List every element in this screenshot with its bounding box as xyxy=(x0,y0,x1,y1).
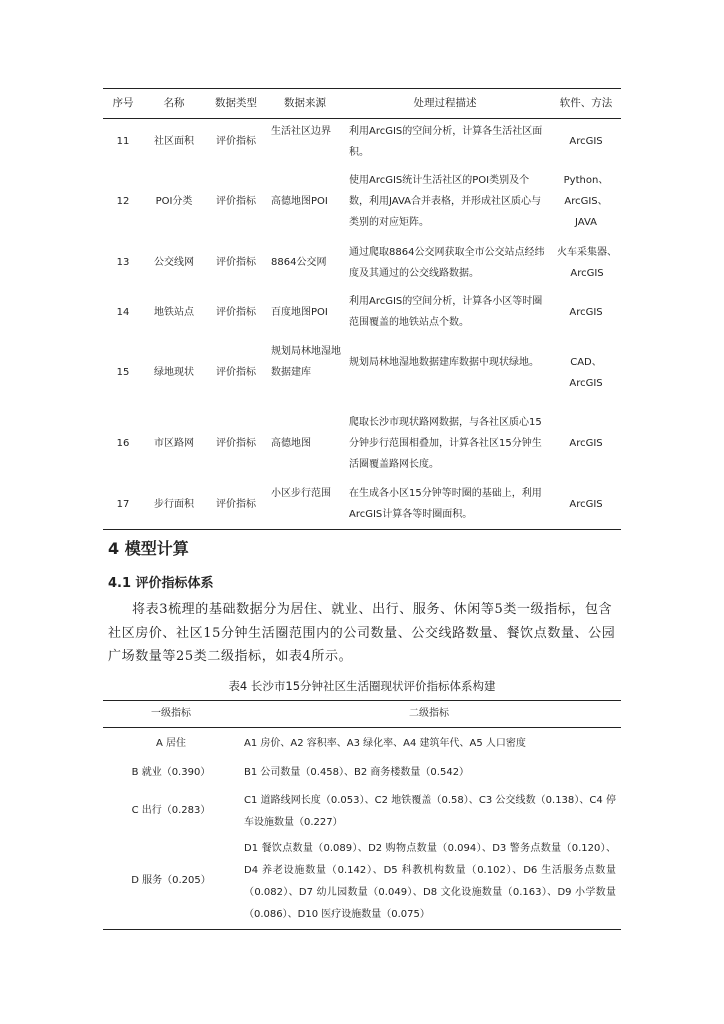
table4-bottom-rule xyxy=(103,929,621,930)
header-type: 数据类型 xyxy=(215,97,257,109)
table4-header-rule xyxy=(103,727,621,728)
header-level1: 一级指标 xyxy=(151,708,191,719)
table3-top-rule xyxy=(103,88,621,89)
table3-bottom-rule xyxy=(103,529,621,530)
row-level2: B1 公司数量（0.458）、B2 商务楼数量（0.542） xyxy=(244,767,470,778)
row-source: 高德地图POI xyxy=(271,196,328,207)
row-name: 市区路网 xyxy=(154,438,194,449)
row-level2: C1 道路线网长度（0.053）、C2 地铁覆盖（0.58）、C3 公交线数（0.138）、C4 停车设施数量（0.227） xyxy=(244,795,616,828)
row-tool: ArcGIS xyxy=(569,499,603,510)
row-source: 小区步行范围 xyxy=(271,488,331,499)
row-desc: 爬取长沙市现状路网数据，与各社区质心15分钟步行范围相叠加，计算各社区15分钟生活圈覆盖路网长度。 xyxy=(349,417,542,470)
row-desc: 利用ArcGIS的空间分析，计算各小区等时圈范围覆盖的地铁站点个数。 xyxy=(349,296,543,328)
row-source: 百度地图POI xyxy=(271,307,328,318)
header-level2: 二级指标 xyxy=(409,708,449,719)
row-level1: B 就业（0.390） xyxy=(131,767,211,778)
row-type: 评价指标 xyxy=(216,257,256,268)
row-type: 评价指标 xyxy=(216,499,256,510)
row-source: 生活社区边界 xyxy=(271,126,331,137)
row-level1: D 服务（0.205） xyxy=(131,875,211,886)
row-desc: 通过爬取8864公交网获取全市公交站点经纬度及其通过的公交线路数据。 xyxy=(349,247,545,279)
row-no: 16 xyxy=(116,438,130,449)
row-name: 社区面积 xyxy=(154,136,194,147)
row-level2: D1 餐饮点数量（0.089）、D2 购物点数量（0.094）、D3 警务点数量（0.120）、D4 养老设施数量（0.142）、D5 科教机构数量（0.102）、D6 生活服务点数量（0.082）、D7 幼儿园数量（0.049）、D8 文化设施数量（0.163）、D9 小学数量（0.086）、D10 医疗设施数量（0.075） xyxy=(244,843,616,920)
header-no: 序号 xyxy=(112,97,134,109)
row-tool: ArcGIS xyxy=(569,136,603,147)
row-level1: C 出行（0.283） xyxy=(131,805,211,816)
subsection-heading: 4.1 评价指标体系 xyxy=(108,576,214,591)
row-source: 8864公交网 xyxy=(271,257,327,268)
table4-caption: 表4 长沙市15分钟社区生活圈现状评价指标体系构建 xyxy=(228,679,496,693)
row-name: 绿地现状 xyxy=(154,367,194,378)
row-name: 地铁站点 xyxy=(154,307,194,318)
header-source: 数据来源 xyxy=(284,97,326,109)
header-name: 名称 xyxy=(163,97,185,109)
row-type: 评价指标 xyxy=(216,307,256,318)
row-type: 评价指标 xyxy=(216,367,256,378)
section-heading: 4 模型计算 xyxy=(108,539,189,558)
row-desc: 在生成各小区15分钟等时圈的基础上，利用ArcGIS计算各等时圈面积。 xyxy=(349,488,542,520)
table4-top-rule xyxy=(103,700,621,701)
row-tool: 火车采集器、ArcGIS xyxy=(557,247,617,279)
row-desc: 规划局林地湿地数据建库数据中现状绿地。 xyxy=(349,357,539,368)
row-no: 14 xyxy=(116,307,130,318)
row-no: 17 xyxy=(116,499,130,510)
row-source: 规划局林地湿地数据建库 xyxy=(271,346,341,378)
row-desc: 使用ArcGIS统计生活社区的POI类别及个数，利用JAVA合并表格，并形成社区质心与类别的对应矩阵。 xyxy=(349,175,542,228)
row-name: POI分类 xyxy=(155,196,193,207)
row-no: 13 xyxy=(116,257,130,268)
row-no: 12 xyxy=(116,196,130,207)
row-tool: Python、ArcGIS、JAVA xyxy=(563,175,609,228)
row-name: 公交线网 xyxy=(154,257,194,268)
row-name: 步行面积 xyxy=(154,499,194,510)
row-source: 高德地图 xyxy=(271,438,311,449)
header-desc: 处理过程描述 xyxy=(413,97,477,109)
body-paragraph: 将表3梳理的基础数据分为居住、就业、出行、服务、休闲等5类一级指标，包含社区房价、社区15分钟生活圈范围内的公司数量、公交线路数量、餐饮点数量、公园广场数量等25类二级指标，如表4所示。 xyxy=(108,602,616,664)
row-type: 评价指标 xyxy=(216,196,256,207)
row-type: 评价指标 xyxy=(216,136,256,147)
header-tool: 软件、方法 xyxy=(559,97,613,109)
row-no: 15 xyxy=(116,367,130,378)
row-desc: 利用ArcGIS的空间分析，计算各生活社区面积。 xyxy=(349,126,543,158)
row-level1: A 居住 xyxy=(155,738,187,749)
row-tool: ArcGIS xyxy=(569,438,603,449)
row-no: 11 xyxy=(116,136,130,147)
row-level2: A1 房价、A2 容积率、A3 绿化率、A4 建筑年代、A5 人口密度 xyxy=(244,738,526,749)
row-tool: CAD、ArcGIS xyxy=(569,357,603,389)
row-tool: ArcGIS xyxy=(569,307,603,318)
row-type: 评价指标 xyxy=(216,438,256,449)
table3-header-rule xyxy=(103,118,621,119)
